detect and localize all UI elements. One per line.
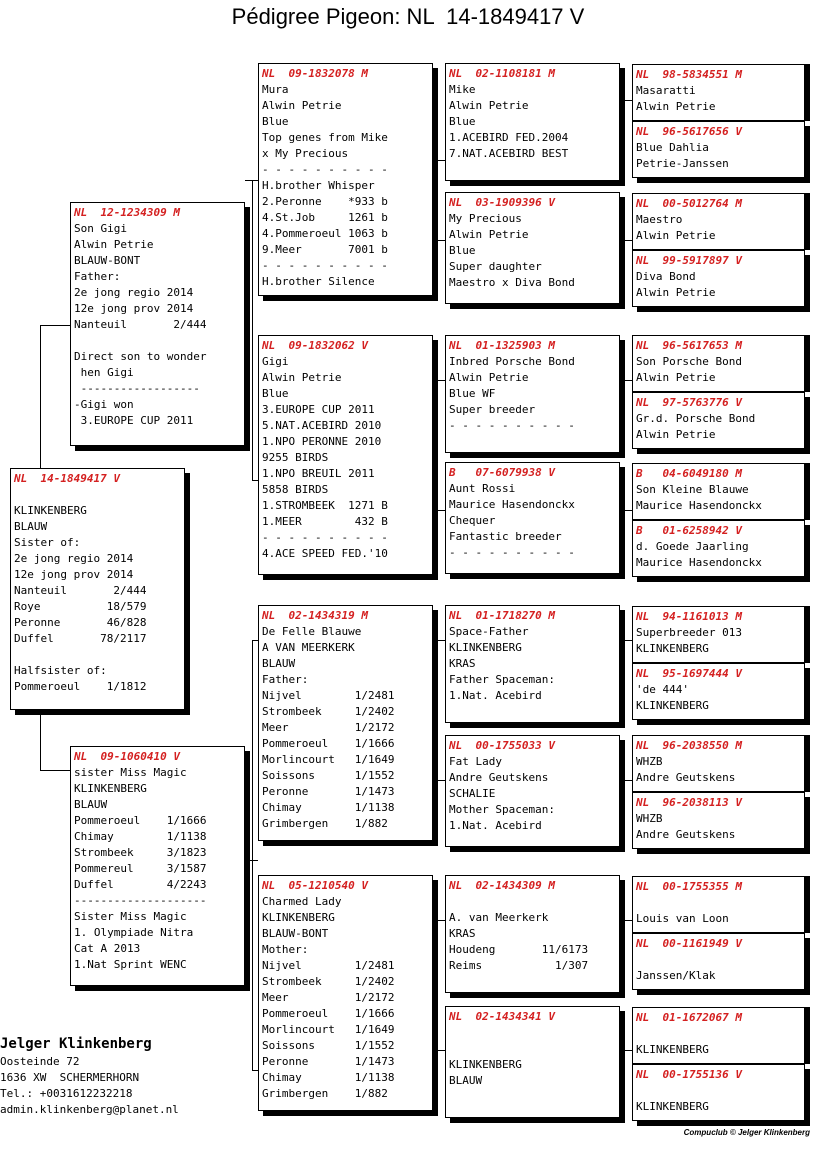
pigeon-info-line: Mura bbox=[262, 83, 289, 96]
ring-number: NL 05-1210540 V bbox=[262, 879, 368, 892]
pigeon-info-line: KLINKENBERG bbox=[636, 642, 709, 655]
pigeon-info-line: Maurice Hasendonckx bbox=[449, 498, 575, 511]
pigeon-info-line: Peronne 1/1473 bbox=[262, 1055, 395, 1068]
pigeon-info-line: KLINKENBERG bbox=[449, 641, 522, 654]
pigeon-info-line: Chimay 1/1138 bbox=[262, 1071, 395, 1084]
pigeon-info-line: -Gigi won bbox=[74, 398, 134, 411]
pigeon-card-g16[interactable] bbox=[632, 1064, 805, 1121]
pigeon-info-line: 1.MEER 432 B bbox=[262, 515, 388, 528]
pigeon-info-line bbox=[636, 952, 801, 968]
connector-line bbox=[433, 160, 445, 161]
pigeon-info-line: Soissons 1/1552 bbox=[262, 1039, 395, 1052]
pigeon-info-line bbox=[636, 1083, 801, 1099]
pigeon-info-line: 3.EUROPE CUP 2011 bbox=[74, 414, 194, 427]
pigeon-info-line: 12e jong prov 2014 bbox=[14, 568, 134, 581]
pigeon-info-line: 5.NAT.ACEBIRD 2010 bbox=[262, 419, 382, 432]
pigeon-info-line: KLINKENBERG bbox=[636, 1043, 709, 1056]
pigeon-card-subject[interactable] bbox=[10, 468, 185, 710]
pigeon-info-line: Blue bbox=[262, 115, 289, 128]
pigeon-info-line: Andre Geutskens bbox=[636, 828, 736, 841]
pigeon-info-line: hen Gigi bbox=[74, 366, 134, 379]
pigeon-info-line: My Precious bbox=[449, 212, 522, 225]
pigeon-info-line: Alwin Petrie bbox=[636, 100, 716, 113]
connector-line bbox=[433, 510, 445, 511]
pigeon-info-line: - - - - - - - - - - bbox=[449, 546, 575, 559]
pigeon-info-line: 5858 BIRDS bbox=[262, 483, 329, 496]
pigeon-info-line: Maurice Hasendonckx bbox=[636, 556, 762, 569]
pigeon-info-line: Inbred Porsche Bond bbox=[449, 355, 575, 368]
ring-number: NL 00-1755136 V bbox=[636, 1068, 742, 1081]
pigeon-info-line: Direct son to wonder bbox=[74, 350, 207, 363]
owner-block bbox=[0, 1034, 260, 1118]
connector-line bbox=[620, 920, 632, 921]
pigeon-card-g3[interactable] bbox=[632, 193, 805, 250]
pigeon-info-line: Alwin Petrie bbox=[636, 229, 716, 242]
pigeon-card-mff[interactable] bbox=[445, 605, 620, 723]
pigeon-info-line: 1.NPO PERONNE 2010 bbox=[262, 435, 382, 448]
pigeon-info-line bbox=[449, 894, 616, 910]
footer-credit: Compuclub © Jelger Klinkenberg bbox=[683, 1128, 810, 1137]
pigeon-info-line: 1.Nat. Acebird bbox=[449, 819, 542, 832]
pigeon-info-line: Space-Father bbox=[449, 625, 529, 638]
pigeon-card-g2[interactable] bbox=[632, 121, 805, 178]
pigeon-info-line: Duffel 78/2117 bbox=[14, 632, 147, 645]
pigeon-info-line: Blue bbox=[449, 115, 476, 128]
pigeon-info-line: Nanteuil 2/444 bbox=[14, 584, 147, 597]
pigeon-info-line: SCHALIE bbox=[449, 787, 496, 800]
owner-address: Oosteinde 72 bbox=[0, 1055, 80, 1068]
pigeon-info-line: 'de 444' bbox=[636, 683, 689, 696]
ring-number: NL 09-1832062 V bbox=[262, 339, 368, 352]
pigeon-info-line: Pommeroeul 1/1666 bbox=[262, 737, 395, 750]
pigeon-info-line: Alwin Petrie bbox=[262, 371, 342, 384]
ring-number: NL 96-5617656 V bbox=[636, 125, 742, 138]
pigeon-info-line: KLINKENBERG bbox=[449, 1058, 522, 1071]
pigeon-info-line: - - - - - - - - - - bbox=[262, 163, 388, 176]
connector-line bbox=[433, 380, 434, 510]
pigeon-info-line: Blue Dahlia bbox=[636, 141, 709, 154]
pigeon-info-line: Pommeroeul 1/1666 bbox=[74, 814, 207, 827]
pigeon-card-g9[interactable] bbox=[632, 606, 805, 663]
pigeon-info-line: KLINKENBERG bbox=[14, 504, 87, 517]
pigeon-card-g6[interactable] bbox=[632, 392, 805, 449]
pigeon-card-fmm[interactable] bbox=[445, 462, 620, 574]
pigeon-info-line: -------------------- bbox=[74, 894, 207, 907]
pigeon-info-line: WHZB bbox=[636, 812, 663, 825]
pigeon-info-line: Mother: bbox=[262, 943, 309, 956]
ring-number: NL 12-1234309 M bbox=[74, 206, 180, 219]
pigeon-info-line: Gr.d. Porsche Bond bbox=[636, 412, 756, 425]
connector-line bbox=[433, 640, 434, 780]
pigeon-info-line: Pommeroeul 1/1666 bbox=[262, 1007, 395, 1020]
ring-number: NL 01-1672067 M bbox=[636, 1011, 742, 1024]
connector-line bbox=[252, 180, 253, 480]
pigeon-info-line: x My Precious bbox=[262, 147, 349, 160]
pigeon-card-mm[interactable] bbox=[258, 875, 433, 1111]
pigeon-info-line: Pommereul 3/1587 bbox=[74, 862, 207, 875]
pigeon-info-line: Blue bbox=[449, 244, 476, 257]
pigeon-info-line: Soissons 1/1552 bbox=[262, 769, 395, 782]
pigeon-info-line bbox=[636, 895, 801, 911]
pigeon-info-line: - - - - - - - - - - bbox=[262, 531, 388, 544]
ring-number: NL 96-2038113 V bbox=[636, 796, 742, 809]
pigeon-info-line: Superbreeder 013 bbox=[636, 626, 742, 639]
owner-email[interactable]: admin.klinkenberg@planet.nl bbox=[0, 1103, 179, 1116]
pigeon-info-line: 1.STROMBEEK 1271 B bbox=[262, 499, 388, 512]
pigeon-card-g5[interactable] bbox=[632, 335, 805, 392]
pigeon-info-line: Diva Bond bbox=[636, 270, 696, 283]
pigeon-info-line: Chimay 1/1138 bbox=[262, 801, 395, 814]
pigeon-info-line: 9255 BIRDS bbox=[262, 451, 329, 464]
pigeon-info-line: Masaratti bbox=[636, 84, 696, 97]
pigeon-card-g7[interactable] bbox=[632, 463, 805, 520]
connector-line bbox=[433, 920, 434, 1050]
pigeon-info-line: Father: bbox=[262, 673, 309, 686]
owner-city: 1636 XW SCHERMERHORN bbox=[0, 1071, 140, 1084]
pigeon-info-line: Mike bbox=[449, 83, 476, 96]
pigeon-info-line: Alwin Petrie bbox=[636, 371, 716, 384]
pigeon-card-fff[interactable] bbox=[445, 63, 620, 181]
connector-line bbox=[620, 640, 632, 641]
pigeon-info-line: sister Miss Magic bbox=[74, 766, 187, 779]
pigeon-info-line: Alwin Petrie bbox=[449, 371, 529, 384]
pigeon-info-line: Mother Spaceman: bbox=[449, 803, 555, 816]
page-title: Pédigree Pigeon: NL 14-1849417 V bbox=[231, 4, 585, 29]
pigeon-info-line: Peronne 46/828 bbox=[14, 616, 147, 629]
connector-line bbox=[433, 1050, 445, 1051]
pigeon-info-line: Gigi bbox=[262, 355, 289, 368]
connector-line bbox=[40, 325, 70, 326]
pigeon-info-line: Petrie-Janssen bbox=[636, 157, 729, 170]
pigeon-info-line: Houdeng 11/6173 bbox=[449, 943, 589, 956]
pigeon-card-fm[interactable] bbox=[258, 335, 433, 575]
pigeon-info-line: Fat Lady bbox=[449, 755, 502, 768]
pigeon-info-line: Nanteuil 2/444 bbox=[74, 318, 207, 331]
pigeon-info-line: A. van Meerkerk bbox=[449, 911, 549, 924]
pigeon-info-line: d. Goede Jaarling bbox=[636, 540, 749, 553]
connector-line bbox=[40, 710, 41, 770]
pigeon-info-line: Strombeek 1/2402 bbox=[262, 705, 395, 718]
pigeon-card-g1[interactable] bbox=[632, 64, 805, 121]
pigeon-info-line: Cat A 2013 bbox=[74, 942, 141, 955]
pigeon-card-mmm[interactable] bbox=[445, 1006, 620, 1118]
pigeon-info-line: Blue bbox=[262, 387, 289, 400]
pigeon-card-g8[interactable] bbox=[632, 520, 805, 577]
pigeon-info-line: Morlincourt 1/1649 bbox=[262, 1023, 395, 1036]
connector-line bbox=[620, 380, 632, 381]
ring-number: NL 00-5012764 M bbox=[636, 197, 742, 210]
connector-line bbox=[433, 180, 434, 240]
ring-number: B 07-6079938 V bbox=[449, 466, 555, 479]
pigeon-info-line: A VAN MEERKERK bbox=[262, 641, 355, 654]
ring-number: B 04-6049180 M bbox=[636, 467, 742, 480]
pigeon-info-line: Alwin Petrie bbox=[262, 99, 342, 112]
pigeon-card-father[interactable] bbox=[70, 202, 245, 446]
pigeon-info-line: Grimbergen 1/882 bbox=[262, 817, 388, 830]
ring-number: NL 94-1161013 M bbox=[636, 610, 742, 623]
pigeon-info-line: 1.NPO BREUIL 2011 bbox=[262, 467, 375, 480]
pigeon-info-line: 4.Pommeroeul 1063 b bbox=[262, 227, 388, 240]
connector-line bbox=[252, 640, 253, 1070]
pigeon-card-g12[interactable] bbox=[632, 792, 805, 849]
ring-number: B 01-6258942 V bbox=[636, 524, 742, 537]
pigeon-info-line: Maurice Hasendonckx bbox=[636, 499, 762, 512]
pigeon-info-line: Sister of: bbox=[14, 536, 81, 549]
ring-number: NL 03-1909396 V bbox=[449, 196, 555, 209]
pigeon-info-line: Meer 1/2172 bbox=[262, 991, 395, 1004]
ring-number: NL 09-1832078 M bbox=[262, 67, 368, 80]
pigeon-info-line: Pommeroeul 1/1812 bbox=[14, 680, 147, 693]
owner-name: Jelger Klinkenberg bbox=[0, 1036, 152, 1052]
pigeon-card-g15[interactable] bbox=[632, 1007, 805, 1064]
pigeon-info-line: Son Kleine Blauwe bbox=[636, 483, 749, 496]
ring-number: NL 01-1325903 M bbox=[449, 339, 555, 352]
pigeon-info-line: Chequer bbox=[449, 514, 496, 527]
ring-number: NL 02-1434341 V bbox=[449, 1010, 555, 1023]
pigeon-card-ff[interactable] bbox=[258, 63, 433, 296]
pigeon-info-line: Super daughter bbox=[449, 260, 542, 273]
pigeon-info-line: Andre Geutskens bbox=[449, 771, 549, 784]
pigeon-info-line: 7.NAT.ACEBIRD BEST bbox=[449, 147, 569, 160]
pigeon-card-g4[interactable] bbox=[632, 250, 805, 307]
connector-line bbox=[620, 100, 632, 101]
connector-line bbox=[433, 380, 445, 381]
connector-line bbox=[433, 240, 445, 241]
pigeon-info-line: 2e jong regio 2014 bbox=[14, 552, 134, 565]
pigeon-card-mfm[interactable] bbox=[445, 735, 620, 847]
pigeon-info-line: Chimay 1/1138 bbox=[74, 830, 207, 843]
pigeon-info-line: Alwin Petrie bbox=[449, 228, 529, 241]
pigeon-info-line: Alwin Petrie bbox=[449, 99, 529, 112]
owner-phone: Tel.: +0031612232218 bbox=[0, 1087, 133, 1100]
pigeon-info-line: Roye 18/579 bbox=[14, 600, 147, 613]
pigeon-card-g11[interactable] bbox=[632, 735, 805, 792]
pigeon-info-line: H.brother Silence bbox=[262, 275, 375, 288]
pigeon-info-line: De Felle Blauwe bbox=[262, 625, 362, 638]
pigeon-info-line: 9.Meer 7001 b bbox=[262, 243, 388, 256]
pigeon-info-line: Strombeek 1/2402 bbox=[262, 975, 395, 988]
pigeon-card-ffm[interactable] bbox=[445, 192, 620, 304]
ring-number: NL 98-5834551 M bbox=[636, 68, 742, 81]
pigeon-info-line bbox=[74, 333, 241, 349]
connector-line bbox=[40, 325, 41, 468]
ring-number: NL 09-1060410 V bbox=[74, 750, 180, 763]
pigeon-info-line: Alwin Petrie bbox=[74, 238, 154, 251]
pigeon-card-mf[interactable] bbox=[258, 605, 433, 841]
pigeon-info-line: BLAUW-BONT bbox=[262, 927, 329, 940]
ring-number: NL 02-1108181 M bbox=[449, 67, 555, 80]
pigeon-info-line: 1.Nat. Acebird bbox=[449, 689, 542, 702]
pigeon-info-line: Super breeder bbox=[449, 403, 536, 416]
pigeon-info-line: Son Porsche Bond bbox=[636, 355, 742, 368]
pigeon-info-line: Alwin Petrie bbox=[636, 428, 716, 441]
ring-number: NL 02-1434319 M bbox=[262, 609, 368, 622]
connector-line bbox=[620, 1050, 632, 1051]
pigeon-info-line: Charmed Lady bbox=[262, 895, 342, 908]
ring-number: NL 00-1755033 V bbox=[449, 739, 555, 752]
pigeon-card-mother[interactable] bbox=[70, 746, 245, 986]
pigeon-card-g13[interactable] bbox=[632, 876, 805, 933]
ring-number: NL 96-5617653 M bbox=[636, 339, 742, 352]
pigeon-info-line bbox=[449, 1041, 616, 1057]
pigeon-card-fmf[interactable] bbox=[445, 335, 620, 453]
ring-number: NL 00-1755355 M bbox=[636, 880, 742, 893]
pigeon-info-line: KLINKENBERG bbox=[636, 1100, 709, 1113]
pigeon-info-line bbox=[449, 1025, 616, 1041]
pigeon-info-line: - - - - - - - - - - bbox=[449, 419, 575, 432]
pigeon-info-line: Nijvel 1/2481 bbox=[262, 959, 395, 972]
pigeon-info-line: BLAUW bbox=[74, 798, 108, 811]
pigeon-info-line: BLAUW bbox=[449, 1074, 483, 1087]
pigeon-info-line: Janssen/Klak bbox=[636, 969, 716, 982]
connector-line bbox=[433, 780, 445, 781]
pigeon-card-g10[interactable] bbox=[632, 663, 805, 720]
pigeon-info-line: Grimbergen 1/882 bbox=[262, 1087, 388, 1100]
pigeon-info-line: Morlincourt 1/1649 bbox=[262, 753, 395, 766]
pigeon-info-line: KLINKENBERG bbox=[262, 911, 335, 924]
pigeon-info-line: BLAUW bbox=[14, 520, 48, 533]
pigeon-info-line: WHZB bbox=[636, 755, 663, 768]
pigeon-info-line bbox=[636, 1026, 801, 1042]
ring-number: NL 02-1434309 M bbox=[449, 879, 555, 892]
pigeon-info-line: 4.ACE SPEED FED.'10 bbox=[262, 547, 388, 560]
pigeon-info-line: Andre Geutskens bbox=[636, 771, 736, 784]
pigeon-info-line: 4.St.Job 1261 b bbox=[262, 211, 388, 224]
pigeon-info-line bbox=[14, 487, 181, 503]
ring-number: NL 00-1161949 V bbox=[636, 937, 742, 950]
pigeon-info-line: Fantastic breeder bbox=[449, 530, 562, 543]
pigeon-info-line: 1. Olympiade Nitra bbox=[74, 926, 194, 939]
connector-line bbox=[620, 240, 632, 241]
pigeon-info-line: Reims 1/307 bbox=[449, 959, 589, 972]
pigeon-info-line: 1.Nat Sprint WENC bbox=[74, 958, 187, 971]
pigeon-info-line: H.brother Whisper bbox=[262, 179, 375, 192]
connector-line bbox=[433, 640, 445, 641]
pigeon-info-line: Maestro bbox=[636, 213, 683, 226]
pigeon-info-line: Father: bbox=[74, 270, 121, 283]
pigeon-info-line: KLINKENBERG bbox=[636, 699, 709, 712]
pigeon-info-line bbox=[14, 647, 181, 663]
pigeon-info-line: Meer 1/2172 bbox=[262, 721, 395, 734]
ring-number: NL 14-1849417 V bbox=[14, 472, 120, 485]
ring-number: NL 99-5917897 V bbox=[636, 254, 742, 267]
pigeon-info-line: Duffel 4/2243 bbox=[74, 878, 207, 891]
pigeon-info-line: Blue WF bbox=[449, 387, 496, 400]
pigeon-info-line: Nijvel 1/2481 bbox=[262, 689, 395, 702]
pigeon-card-mmf[interactable] bbox=[445, 875, 620, 993]
pigeon-info-line: Sister Miss Magic bbox=[74, 910, 187, 923]
ring-number: NL 95-1697444 V bbox=[636, 667, 742, 680]
pigeon-info-line: Louis van Loon bbox=[636, 912, 729, 925]
pigeon-info-line: Top genes from Mike bbox=[262, 131, 388, 144]
ring-number: NL 96-2038550 M bbox=[636, 739, 742, 752]
pigeon-info-line: BLAUW bbox=[262, 657, 296, 670]
pigeon-info-line: KRAS bbox=[449, 927, 476, 940]
pigeon-info-line: Alwin Petrie bbox=[636, 286, 716, 299]
ring-number: NL 01-1718270 M bbox=[449, 609, 555, 622]
pigeon-info-line: Maestro x Diva Bond bbox=[449, 276, 575, 289]
pigeon-card-g14[interactable] bbox=[632, 933, 805, 990]
pigeon-info-line: Son Gigi bbox=[74, 222, 127, 235]
pigeon-info-line: Halfsister of: bbox=[14, 664, 107, 677]
pigeon-info-line: Father Spaceman: bbox=[449, 673, 555, 686]
pigeon-info-line: 2e jong regio 2014 bbox=[74, 286, 194, 299]
connector-line bbox=[620, 510, 632, 511]
pigeon-info-line: 1.ACEBIRD FED.2004 bbox=[449, 131, 569, 144]
connector-line bbox=[433, 920, 445, 921]
pigeon-info-line: ------------------ bbox=[74, 382, 200, 395]
pigeon-info-line: Strombeek 3/1823 bbox=[74, 846, 207, 859]
pigeon-info-line: 2.Peronne *933 b bbox=[262, 195, 388, 208]
pigeon-info-line: 3.EUROPE CUP 2011 bbox=[262, 403, 375, 416]
pigeon-info-line: BLAUW-BONT bbox=[74, 254, 141, 267]
pigeon-info-line: KLINKENBERG bbox=[74, 782, 147, 795]
connector-line bbox=[40, 770, 70, 771]
pigeon-info-line: Aunt Rossi bbox=[449, 482, 516, 495]
ring-number: NL 97-5763776 V bbox=[636, 396, 742, 409]
connector-line bbox=[620, 780, 632, 781]
pigeon-info-line: - - - - - - - - - - bbox=[262, 259, 388, 272]
pigeon-info-line: Peronne 1/1473 bbox=[262, 785, 395, 798]
pigeon-info-line: 12e jong prov 2014 bbox=[74, 302, 194, 315]
pigeon-info-line: KRAS bbox=[449, 657, 476, 670]
